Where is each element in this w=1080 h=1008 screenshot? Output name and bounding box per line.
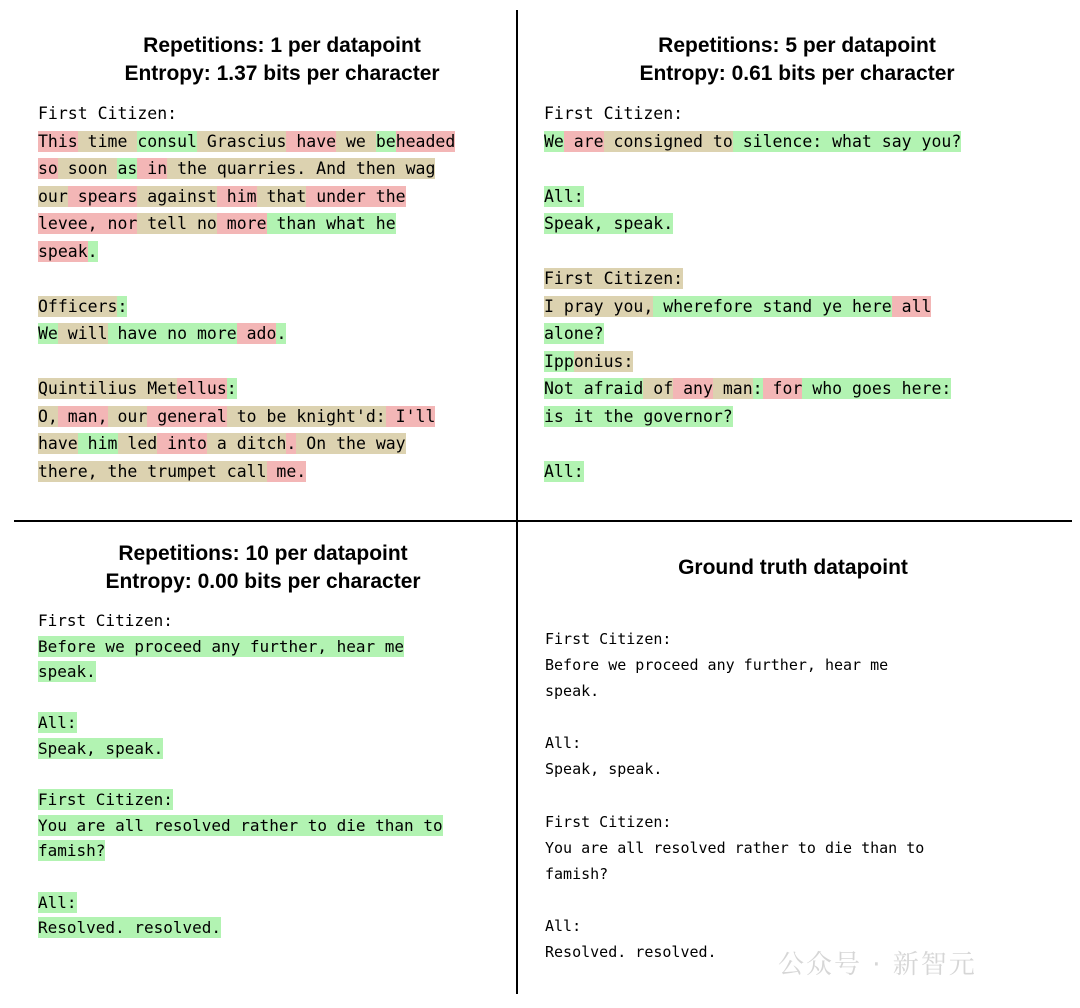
token-span: We bbox=[38, 324, 58, 343]
token-span: into bbox=[157, 434, 207, 453]
watermark: 公众号 · 新智元 bbox=[778, 950, 977, 980]
token-span: the bbox=[365, 186, 406, 206]
token-span: Resolved. resolved. bbox=[38, 918, 222, 938]
token-span: him bbox=[216, 186, 257, 206]
token-span: the quarries. bbox=[167, 159, 307, 178]
token-span: Before we proceed any further, hear me bbox=[545, 656, 889, 675]
text-line bbox=[544, 320, 1054, 348]
token-span: First Citizen: bbox=[544, 269, 684, 288]
token-span: speak bbox=[38, 241, 88, 261]
token-span: under bbox=[306, 186, 366, 206]
token-span: than what he bbox=[266, 214, 396, 233]
text-line bbox=[545, 678, 1055, 704]
token-span: ado bbox=[236, 324, 277, 343]
text-line bbox=[38, 890, 508, 916]
text-line bbox=[544, 128, 1054, 156]
text-line bbox=[38, 458, 508, 486]
token-span: : bbox=[752, 379, 763, 398]
panel-title bbox=[545, 554, 1041, 582]
panel-title-line2: Entropy: 0.61 bits per character bbox=[639, 62, 955, 85]
panel-title-line1: Ground truth datapoint bbox=[678, 556, 908, 579]
blank-line bbox=[38, 685, 508, 711]
token-span: onius: bbox=[573, 351, 634, 371]
token-span: First Citizen: bbox=[38, 611, 173, 630]
blank-line bbox=[544, 430, 1054, 458]
text-line bbox=[544, 293, 1054, 321]
token-span: there, bbox=[38, 461, 98, 481]
token-span: On the way bbox=[296, 434, 406, 453]
token-span: against bbox=[137, 186, 217, 206]
token-span: all bbox=[891, 296, 932, 316]
token-span: so bbox=[38, 159, 58, 178]
token-span: Before we proceed any further, hear me bbox=[38, 636, 405, 656]
token-span: scius bbox=[236, 131, 287, 151]
text-line bbox=[38, 210, 508, 238]
horizontal-divider bbox=[14, 520, 1072, 522]
token-span: Speak, speak. bbox=[545, 760, 663, 779]
text-line bbox=[38, 238, 508, 266]
text-line bbox=[544, 458, 1054, 486]
blank-line bbox=[545, 887, 1055, 913]
text-line bbox=[38, 787, 508, 813]
text-line bbox=[544, 210, 1054, 238]
token-span: We bbox=[544, 131, 564, 151]
token-span: our bbox=[107, 406, 148, 426]
token-span: in bbox=[137, 159, 168, 178]
sample-text bbox=[545, 626, 1055, 965]
token-span: Gra bbox=[196, 131, 237, 151]
token-span: Officers bbox=[38, 296, 118, 316]
text-line bbox=[545, 861, 1055, 887]
token-span: him bbox=[77, 434, 118, 453]
token-span: will bbox=[57, 324, 108, 343]
token-span: . bbox=[286, 434, 297, 453]
token-span: any bbox=[673, 379, 713, 398]
token-span: general bbox=[147, 406, 227, 426]
token-span: First Citizen: bbox=[38, 790, 173, 810]
text-line bbox=[38, 128, 508, 156]
token-span: headed bbox=[395, 131, 456, 151]
token-span: as bbox=[117, 159, 138, 178]
token-span: O, bbox=[38, 406, 58, 426]
text-line bbox=[38, 100, 508, 128]
token-span: time bbox=[77, 131, 138, 151]
panel-repetitions-5 bbox=[544, 32, 1054, 485]
token-span: : bbox=[226, 379, 237, 398]
token-span: First Citizen: bbox=[545, 630, 672, 648]
token-span: . bbox=[87, 241, 98, 261]
token-span: trumpet call bbox=[137, 461, 267, 481]
panel-title-line2: Entropy: 0.00 bits per character bbox=[105, 570, 421, 593]
token-span: levee, bbox=[38, 214, 98, 233]
token-span: that bbox=[256, 186, 307, 206]
token-span: First Citizen: bbox=[38, 104, 178, 123]
token-span: consigned bbox=[603, 131, 703, 151]
token-span: All: bbox=[544, 461, 584, 481]
token-span: Resolved. resolved. bbox=[545, 943, 717, 962]
token-span: we bbox=[336, 131, 376, 151]
text-line bbox=[38, 430, 508, 458]
panel-title-line2: Entropy: 1.37 bits per character bbox=[124, 62, 440, 85]
token-span: have bbox=[38, 434, 78, 453]
text-line bbox=[545, 756, 1055, 782]
panel-repetitions-10 bbox=[38, 540, 508, 941]
token-span: no bbox=[187, 214, 217, 233]
token-span: ellus bbox=[177, 379, 227, 398]
token-span: All: bbox=[545, 734, 582, 753]
token-span: have no more bbox=[107, 324, 237, 343]
token-span: more bbox=[216, 214, 267, 233]
token-span: Quintilius Met bbox=[38, 379, 178, 398]
token-span: our bbox=[38, 186, 68, 206]
panel-title bbox=[38, 32, 526, 88]
token-span: the bbox=[97, 461, 138, 481]
text-line bbox=[545, 809, 1055, 835]
token-span: This bbox=[38, 131, 78, 151]
text-line bbox=[545, 652, 1055, 678]
text-line bbox=[544, 375, 1054, 403]
token-span: Speak, speak. bbox=[38, 738, 164, 758]
blank-line bbox=[544, 238, 1054, 266]
text-line bbox=[544, 348, 1054, 376]
token-span: famish? bbox=[545, 864, 609, 883]
panel-title bbox=[38, 540, 488, 596]
panel-title-line1: Repetitions: 5 per datapoint bbox=[658, 34, 936, 57]
text-line bbox=[38, 375, 508, 403]
token-span: man, bbox=[57, 406, 108, 426]
token-span: be bbox=[375, 131, 396, 151]
token-span: All: bbox=[545, 917, 582, 936]
token-span: First Citizen: bbox=[545, 812, 672, 831]
token-span: to bbox=[226, 406, 257, 426]
blank-line bbox=[38, 762, 508, 788]
text-line bbox=[545, 626, 1055, 652]
blank-line bbox=[544, 155, 1054, 183]
token-span: me. bbox=[266, 461, 307, 481]
text-line bbox=[38, 710, 508, 736]
token-span: led bbox=[117, 434, 158, 453]
blank-line bbox=[545, 704, 1055, 730]
token-span: You are all resolved rather to die than to bbox=[38, 815, 443, 835]
token-span: to bbox=[702, 131, 733, 151]
token-span: soon bbox=[57, 159, 118, 178]
blank-line bbox=[38, 265, 508, 293]
token-span: : bbox=[117, 296, 128, 316]
token-span: be knight'd: bbox=[256, 406, 386, 426]
panel-title bbox=[544, 32, 1050, 88]
token-span: wherefore stand ye here bbox=[653, 296, 892, 316]
text-line bbox=[38, 634, 508, 660]
token-span: speak. bbox=[545, 682, 600, 701]
token-span: speak. bbox=[38, 662, 96, 682]
text-line bbox=[38, 183, 508, 211]
token-span: I pray you, bbox=[544, 296, 654, 316]
text-line bbox=[38, 659, 508, 685]
token-span: spears bbox=[67, 186, 138, 206]
blank-line bbox=[38, 864, 508, 890]
text-line bbox=[544, 403, 1054, 431]
text-line bbox=[38, 915, 508, 941]
token-span: have bbox=[286, 131, 337, 151]
text-line bbox=[544, 183, 1054, 211]
vertical-divider bbox=[516, 10, 518, 994]
token-span: All: bbox=[38, 892, 77, 912]
token-span: for bbox=[762, 379, 803, 398]
text-line bbox=[544, 100, 1054, 128]
panel-title-line1: Repetitions: 1 per datapoint bbox=[143, 34, 421, 57]
text-line bbox=[38, 403, 508, 431]
token-span: All: bbox=[544, 186, 584, 206]
token-span: And then wag bbox=[306, 159, 436, 178]
text-line bbox=[545, 730, 1055, 756]
blank-line bbox=[545, 783, 1055, 809]
token-span: You are all resolved rather to die than to bbox=[545, 838, 925, 857]
sample-text bbox=[544, 100, 1054, 485]
token-span: All: bbox=[38, 713, 77, 733]
text-line bbox=[545, 913, 1055, 939]
token-span: Ipp bbox=[544, 351, 574, 371]
token-span: Not afraid bbox=[544, 379, 644, 398]
token-span: is it the governor? bbox=[544, 406, 733, 426]
token-span: famish? bbox=[38, 841, 106, 861]
text-line bbox=[544, 265, 1054, 293]
token-span: who goes here: bbox=[802, 379, 952, 398]
text-line bbox=[545, 835, 1055, 861]
text-line bbox=[38, 155, 508, 183]
token-span: tell bbox=[137, 214, 188, 233]
text-line bbox=[38, 838, 508, 864]
token-span: consul bbox=[137, 131, 197, 151]
token-span: man bbox=[712, 379, 753, 398]
text-line bbox=[38, 813, 508, 839]
text-line bbox=[38, 736, 508, 762]
text-line bbox=[38, 293, 508, 321]
token-span: alone? bbox=[544, 324, 604, 343]
token-span: are bbox=[563, 131, 604, 151]
token-span: a ditch bbox=[206, 434, 287, 453]
token-span: . bbox=[276, 324, 287, 343]
panel-title-line1: Repetitions: 10 per datapoint bbox=[118, 542, 408, 565]
token-span: silence: what say you? bbox=[732, 131, 962, 151]
blank-line bbox=[38, 348, 508, 376]
token-span: Speak, speak. bbox=[544, 214, 674, 233]
token-span: I'll bbox=[385, 406, 436, 426]
text-line bbox=[38, 320, 508, 348]
text-line bbox=[38, 608, 508, 634]
token-span: nor bbox=[97, 214, 138, 233]
sample-text bbox=[38, 608, 508, 941]
token-span: of bbox=[643, 379, 674, 398]
panel-repetitions-1 bbox=[38, 32, 508, 485]
sample-text bbox=[38, 100, 508, 485]
token-span: First Citizen: bbox=[544, 104, 684, 123]
panel-ground-truth bbox=[545, 554, 1055, 965]
